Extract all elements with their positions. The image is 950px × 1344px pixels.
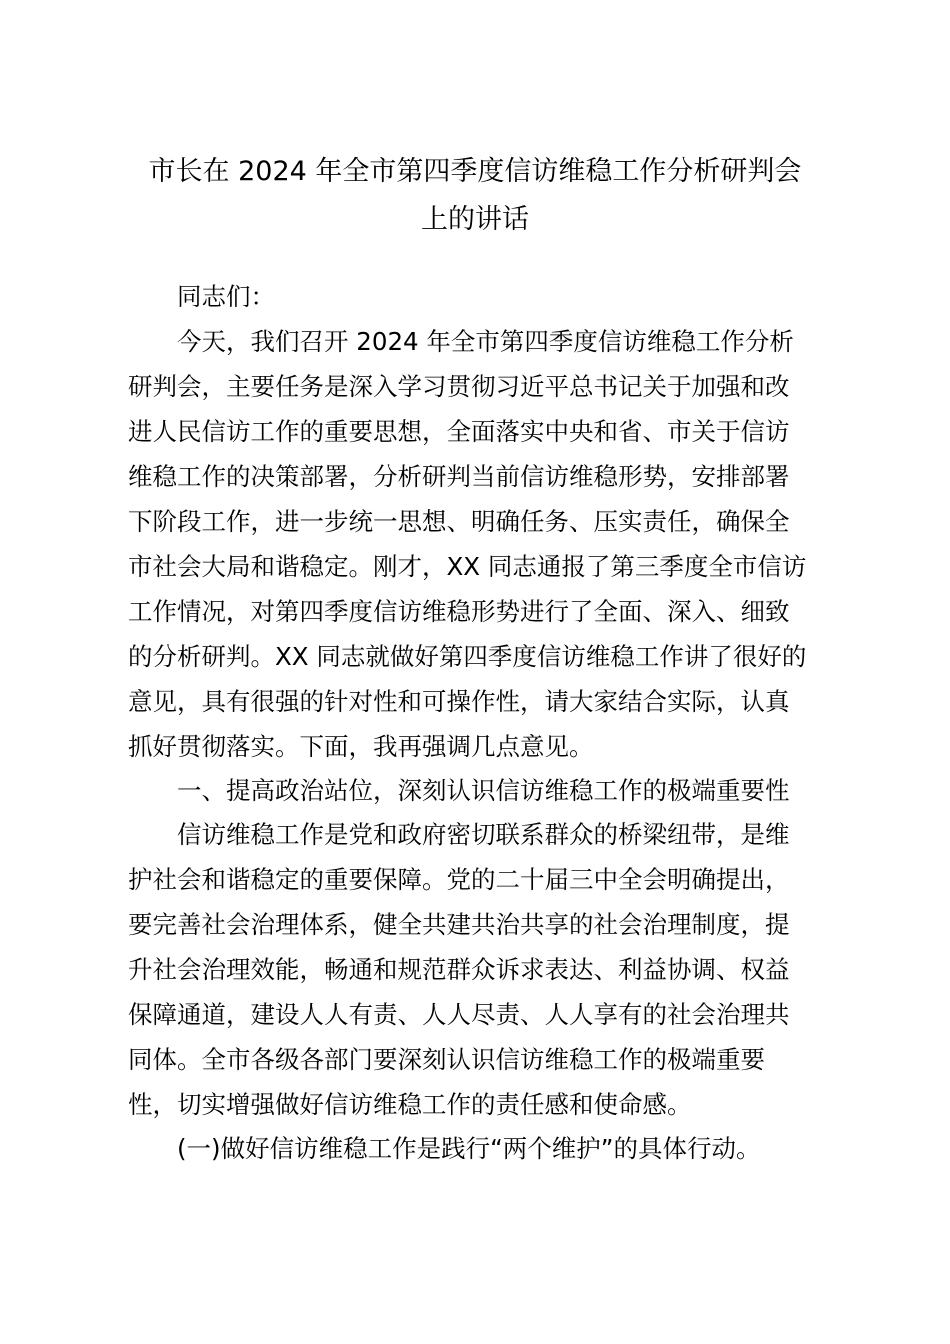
paragraph-line: 维稳工作的决策部署，分析研判当前信访维稳形势，安排部署 bbox=[128, 462, 790, 491]
paragraph-line: 的分析研判。XX 同志就做好第四季度信访维稳工作讲了很好的 bbox=[128, 642, 807, 671]
paragraph-line: 今天，我们召开 2024 年全市第四季度信访维稳工作分析 bbox=[177, 327, 794, 356]
paragraph-line: 护社会和谐稳定的重要保障。党的二十届三中全会明确提出， bbox=[128, 865, 790, 894]
paragraph-line: 市社会大局和谐稳定。刚才，XX 同志通报了第三季度全市信访 bbox=[128, 552, 807, 581]
paragraph-line: 工作情况，对第四季度信访维稳形势进行了全面、深入、细致 bbox=[128, 597, 790, 626]
document-title-line-1: 市长在 2024 年全市第四季度信访维稳工作分析研判会 bbox=[148, 156, 802, 187]
paragraph-line: 性，切实增强做好信访维稳工作的责任感和使命感。 bbox=[128, 1090, 692, 1119]
document-title-line-2: 上的讲话 bbox=[421, 204, 529, 235]
paragraph-line: 意见，具有很强的针对性和可操作性，请大家结合实际，认真 bbox=[128, 687, 790, 716]
subsection-heading: (一)做好信访维稳工作是践行“两个维护”的具体行动。 bbox=[177, 1134, 761, 1163]
salutation: 同志们： bbox=[177, 282, 275, 311]
section-heading: 一、提高政治站位，深刻认识信访维稳工作的极端重要性 bbox=[177, 776, 790, 805]
paragraph-line: 升社会治理效能，畅通和规范群众诉求表达、利益协调、权益 bbox=[128, 955, 790, 984]
paragraph-line: 信访维稳工作是党和政府密切联系群众的桥梁纽带，是维 bbox=[177, 820, 790, 849]
paragraph-line: 保障通道，建设人人有责、人人尽责、人人享有的社会治理共 bbox=[128, 1000, 790, 1029]
paragraph-line: 要完善社会治理体系，健全共建共治共享的社会治理制度，提 bbox=[128, 910, 790, 939]
paragraph-line: 抓好贯彻落实。下面，我再强调几点意见。 bbox=[128, 732, 594, 761]
paragraph-line: 研判会，主要任务是深入学习贯彻习近平总书记关于加强和改 bbox=[128, 372, 790, 401]
paragraph-line: 同体。全市各级各部门要深刻认识信访维稳工作的极端重要 bbox=[128, 1045, 765, 1074]
paragraph-line: 下阶段工作，进一步统一思想、明确任务、压实责任，确保全 bbox=[128, 507, 790, 536]
paragraph-line: 进人民信访工作的重要思想，全面落实中央和省、市关于信访 bbox=[128, 417, 790, 446]
